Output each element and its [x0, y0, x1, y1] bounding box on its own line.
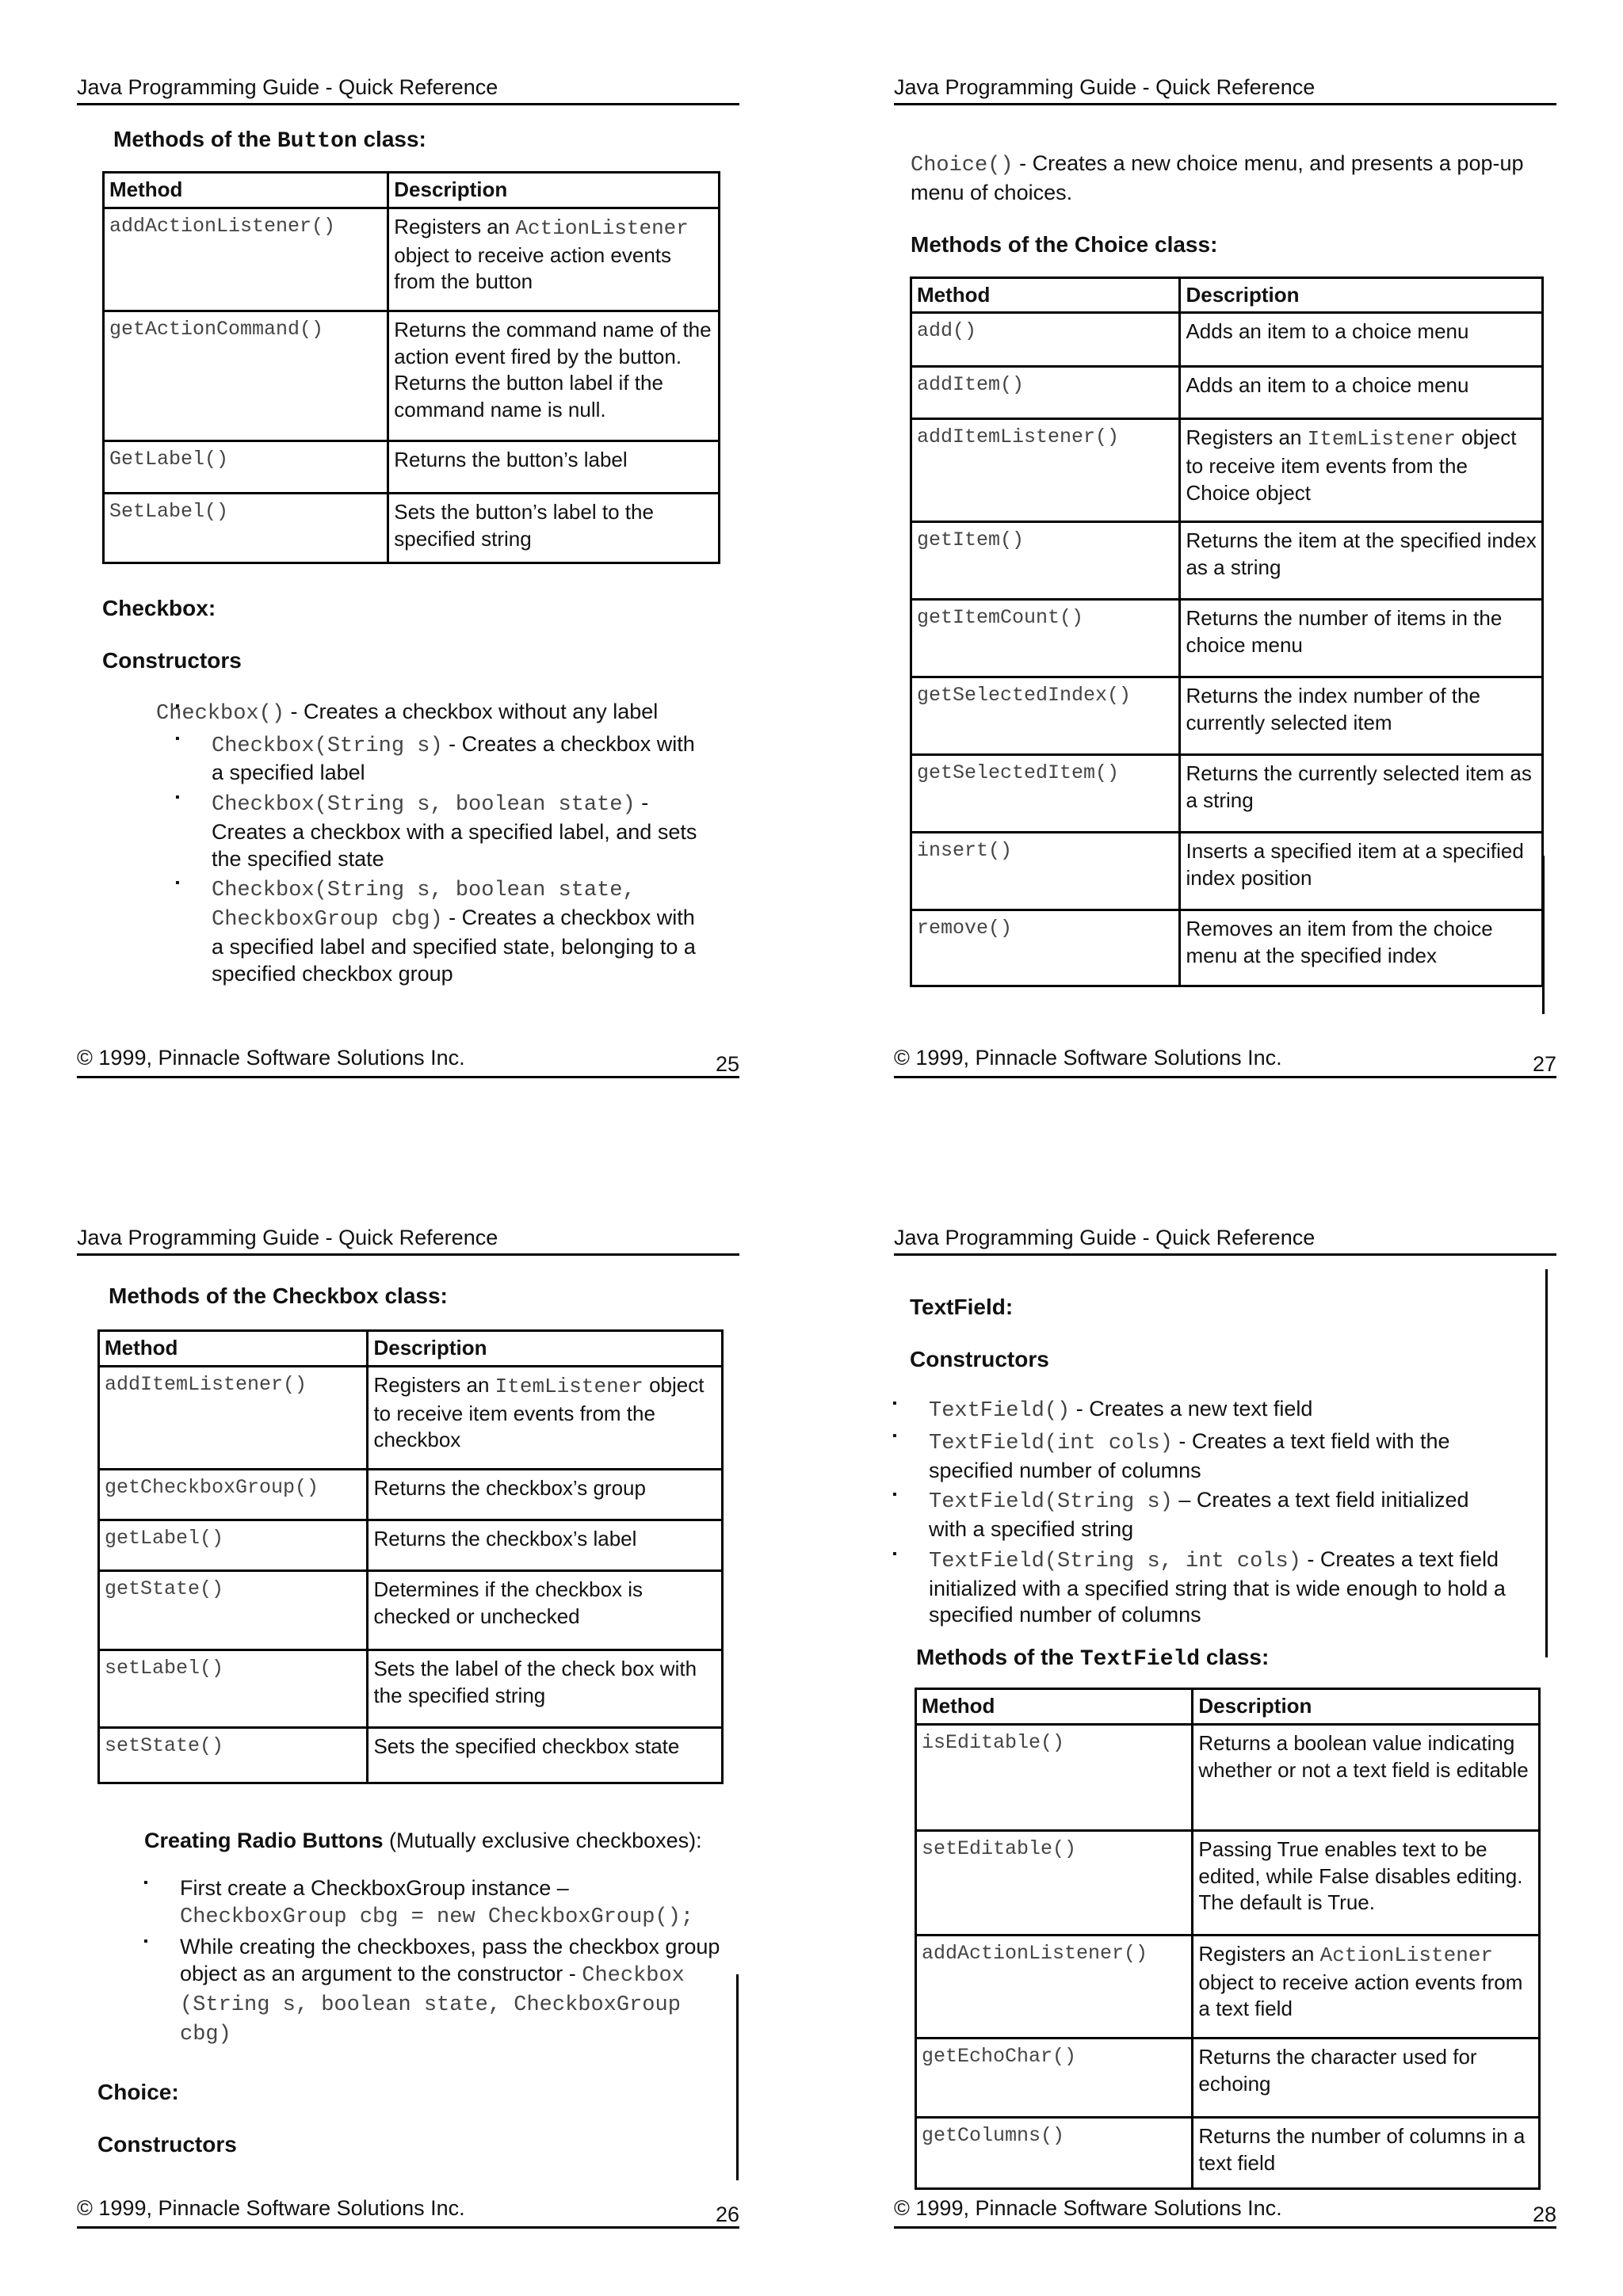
page-27: [894, 71, 1560, 1101]
table-row: [916, 1935, 1540, 2038]
description-cell: Inserts a specified item at a specified index position: [1180, 833, 1543, 910]
description-cell: Returns the checkbox’s group: [368, 1469, 723, 1520]
method-cell: addItem(): [911, 367, 1180, 419]
description-cell: Passing True enables text to be edited, while False disables editing. The default is True.: [1193, 1830, 1540, 1935]
description-cell: Returns the button’s label: [388, 441, 720, 493]
table-row: [99, 1520, 723, 1570]
table-row: [911, 313, 1543, 367]
textfield-methods-title: Methods of the TextField class:: [916, 1645, 1270, 1672]
description-cell: Determines if the checkbox is checked or unchecked: [368, 1570, 723, 1650]
table-row: [99, 1650, 723, 1727]
table-row: [104, 311, 720, 441]
button-methods-table: [102, 171, 720, 564]
description-cell: Registers an ActionListener object to receive action events from a text field: [1193, 1935, 1540, 2038]
description-cell: Returns the item at the specified index as a string: [1180, 522, 1543, 600]
list-item: ▪ TextField(String s, int cols) - Creates a text field initialized with a specified string that is wide enough to hold a specified number of columns: [873, 1547, 1507, 1629]
method-cell: getState(): [99, 1570, 368, 1650]
table-row: [99, 1727, 723, 1783]
page-content: [894, 151, 1556, 987]
description-cell: Sets the specified checkbox state: [368, 1727, 723, 1783]
description-cell: Returns the command name of the action event fired by the button. Returns the button label if the command name is null.: [388, 311, 720, 441]
checkbox-methods-table: [97, 1329, 724, 1784]
list-item: ▪ Checkbox(String s, boolean state, CheckboxGroup cbg) - Creates a checkbox with a specified label and specified state, belonging to a specified checkbox group: [156, 875, 703, 987]
choice-heading: Choice:: [97, 2080, 179, 2105]
method-cell: addItemListener(): [99, 1366, 368, 1469]
table-row: [911, 367, 1543, 419]
page-header: Java Programming Guide - Quick Reference: [77, 75, 739, 105]
col-description: Description: [1180, 277, 1543, 313]
list-item: ▪ First create a CheckboxGroup instance – CheckboxGroup cbg = new CheckboxGroup();: [124, 1875, 727, 1932]
method-cell: getCheckboxGroup(): [99, 1469, 368, 1520]
table-row: [99, 1469, 723, 1520]
table-row: [916, 1830, 1540, 1935]
page-number: 26: [715, 2203, 739, 2226]
method-cell: remove(): [911, 910, 1180, 986]
list-item: ▪ TextField() - Creates a new text field: [873, 1396, 1507, 1425]
method-cell: setState(): [99, 1727, 368, 1783]
list-item: ▪ TextField(int cols) - Creates a text field with the specified number of columns: [873, 1428, 1507, 1485]
choice-methods-title: Methods of the Choice class:: [911, 231, 1218, 257]
copyright: © 1999, Pinnacle Software Solutions Inc.: [894, 2196, 1282, 2220]
textfield-heading: TextField:: [910, 1295, 1014, 1319]
table-row: [911, 419, 1543, 522]
method-cell: isEditable(): [916, 1724, 1193, 1830]
method-cell: GetLabel(): [104, 441, 388, 493]
method-cell: getSelectedItem(): [911, 755, 1180, 833]
description-cell: Returns a boolean value indicating whether or not a text field is editable: [1193, 1724, 1540, 1830]
col-description: Description: [1193, 1689, 1540, 1725]
textfield-methods-table: [915, 1688, 1541, 2190]
table-row: [916, 1724, 1540, 1830]
method-cell: insert(): [911, 833, 1180, 910]
table-row: [911, 833, 1543, 910]
method-cell: getEchoChar(): [916, 2038, 1193, 2117]
page-number: 27: [1532, 1052, 1556, 1076]
table-header-row: [911, 277, 1543, 313]
choice-methods-table: [910, 277, 1544, 988]
description-cell: Returns the number of items in the choice menu: [1180, 600, 1543, 677]
description-cell: Returns the checkbox’s label: [368, 1520, 723, 1570]
table-row: [99, 1570, 723, 1650]
page-28: [894, 1222, 1560, 2252]
method-cell: getColumns(): [916, 2117, 1193, 2188]
page-content: [77, 1283, 739, 2157]
table-row: [911, 910, 1543, 986]
page-header: Java Programming Guide - Quick Reference: [894, 75, 1556, 105]
button-methods-title: Methods of the Button class:: [113, 127, 426, 154]
margin-rule: [736, 1974, 739, 2180]
method-cell: getSelectedIndex(): [911, 677, 1180, 755]
col-method: Method: [916, 1689, 1193, 1725]
description-cell: Removes an item from the choice menu at the specified index: [1180, 910, 1543, 986]
table-row: [916, 2117, 1540, 2188]
description-cell: Registers an ActionListener object to receive action events from the button: [388, 208, 720, 311]
description-cell: Returns the number of columns in a text field: [1193, 2117, 1540, 2188]
method-cell: setEditable(): [916, 1830, 1193, 1935]
list-item: ▪ Checkbox(String s, boolean state) - Creates a checkbox with a specified label, and sets the specified state: [156, 790, 703, 872]
table-header-row: [916, 1689, 1540, 1725]
margin-rule: [1545, 1269, 1548, 1657]
page-header: Java Programming Guide - Quick Reference: [77, 1226, 739, 1256]
radio-steps-list: [124, 1875, 727, 2049]
table-row: [911, 600, 1543, 677]
table-row: [104, 493, 720, 563]
method-cell: addActionListener(): [916, 1935, 1193, 2038]
copyright: © 1999, Pinnacle Software Solutions Inc.: [894, 1046, 1282, 1070]
list-item: ▪ TextField(String s) – Creates a text field initialized with a specified string: [873, 1487, 1507, 1543]
constructors-heading: Constructors: [97, 2132, 237, 2157]
radio-buttons-heading: Creating Radio Buttons (Mutually exclusive checkboxes):: [144, 1828, 702, 1852]
checkbox-heading: Checkbox:: [102, 595, 216, 620]
description-cell: Adds an item to a choice menu: [1180, 367, 1543, 419]
table-row: [916, 2038, 1540, 2117]
table-row: [911, 755, 1543, 833]
page-footer: [894, 1046, 1556, 1078]
page-footer: [894, 2196, 1556, 2229]
page-content: [77, 127, 739, 990]
col-method: Method: [911, 277, 1180, 313]
table-row: [104, 208, 720, 311]
copyright: © 1999, Pinnacle Software Solutions Inc.: [77, 1046, 465, 1070]
copyright: © 1999, Pinnacle Software Solutions Inc.: [77, 2196, 465, 2220]
col-method: Method: [99, 1331, 368, 1367]
method-cell: setLabel(): [99, 1650, 368, 1727]
description-cell: Registers an ItemListener object to receive item events from the checkbox: [368, 1366, 723, 1469]
table-header-row: [99, 1331, 723, 1367]
constructors-heading: Constructors: [102, 647, 242, 673]
description-cell: Returns the index number of the currently selected item: [1180, 677, 1543, 755]
method-cell: addActionListener(): [104, 208, 388, 311]
page-26: [77, 1222, 743, 2252]
table-row: [911, 522, 1543, 600]
list-item: ▪ Checkbox() - Creates a checkbox without any label: [156, 699, 703, 728]
page-25: [77, 71, 743, 1101]
method-cell: getLabel(): [99, 1520, 368, 1570]
description-cell: Returns the character used for echoing: [1193, 2038, 1540, 2117]
description-cell: Registers an ItemListener object to receive item events from the Choice object: [1180, 419, 1543, 522]
method-cell: add(): [911, 313, 1180, 367]
description-cell: Sets the label of the check box with the specified string: [368, 1650, 723, 1727]
checkbox-constructors-list: [156, 699, 703, 988]
description-cell: Adds an item to a choice menu: [1180, 313, 1543, 367]
method-cell: getActionCommand(): [104, 311, 388, 441]
method-cell: addItemListener(): [911, 419, 1180, 522]
margin-rule: [1542, 856, 1545, 1014]
method-cell: getItemCount(): [911, 600, 1180, 677]
page-content: [894, 1295, 1556, 2190]
constructors-heading: Constructors: [910, 1347, 1049, 1371]
description-cell: Sets the button’s label to the specified string: [388, 493, 720, 563]
textfield-constructors-list: [873, 1396, 1507, 1629]
page-header: Java Programming Guide - Quick Reference: [894, 1226, 1556, 1256]
checkbox-methods-title: Methods of the Checkbox class:: [109, 1283, 448, 1308]
col-description: Description: [368, 1331, 723, 1367]
table-row: [99, 1366, 723, 1469]
list-item: ▪ While creating the checkboxes, pass the checkbox group object as an argument to the constructor - Checkbox (String s, boolean state, CheckboxGroup cbg): [124, 1934, 727, 2048]
page-footer: [77, 1046, 739, 1078]
table-header-row: [104, 173, 720, 208]
col-method: Method: [104, 173, 388, 208]
table-row: [911, 677, 1543, 755]
description-cell: Returns the currently selected item as a string: [1180, 755, 1543, 833]
page-number: 25: [715, 1052, 739, 1076]
page-footer: [77, 2196, 739, 2229]
method-cell: getItem(): [911, 522, 1180, 600]
list-item: ▪ Checkbox(String s) - Creates a checkbox with a specified label: [156, 731, 703, 788]
table-row: [104, 441, 720, 493]
page-number: 28: [1532, 2203, 1556, 2226]
method-cell: SetLabel(): [104, 493, 388, 563]
col-description: Description: [388, 173, 720, 208]
choice-constructor-intro: Choice() - Creates a new choice menu, and presents a pop-up menu of choices.: [911, 151, 1524, 204]
